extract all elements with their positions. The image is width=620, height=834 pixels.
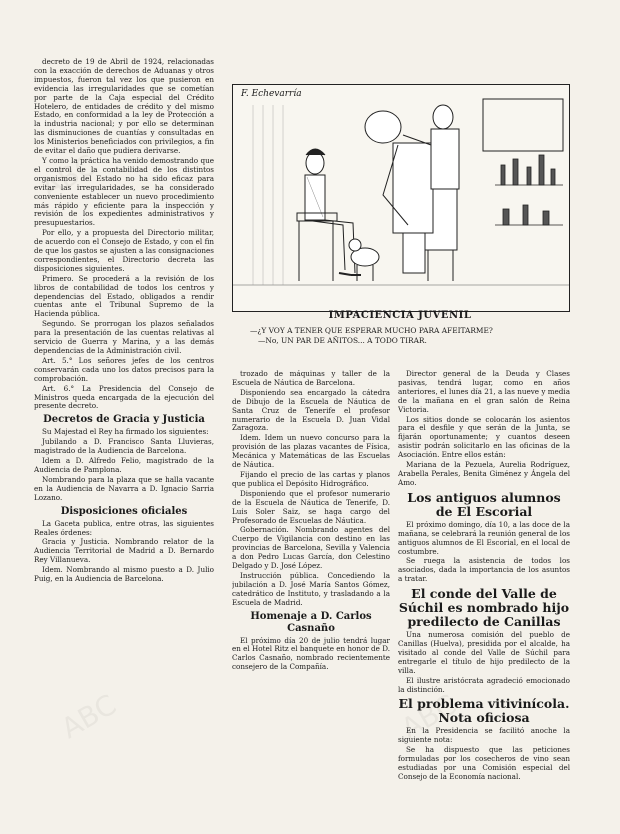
paragraph: Una numerosa comisión del pueblo de Canillas (Huelva), presidida por el alcalde, ha visitado al conde del Valle de Súchil para entregarle el título de hijo predilecto de la villa.: [398, 630, 570, 675]
paragraph: Se ha dispuesto que las peticiones formuladas por los cosecheros de vino sean estudiadas por una Comisión especial del Consejo de la Economía nacional.: [398, 745, 570, 781]
paragraph: Idem a D. Alfredo Felio, magistrado de la Audiencia de Pamplona.: [34, 456, 214, 474]
paragraph: Por ello, y a propuesta del Directorio militar, de acuerdo con el Consejo de Estado, y con el fin de que los gastos se ajusten a las consignaciones correspondientes, el Directorio decreta las disposiciones siguientes.: [34, 228, 214, 273]
paragraph: Art. 6.° La Presidencia del Consejo de Ministros queda encargada de la ejecución del presente decreto.: [34, 383, 214, 411]
right-column: [398, 370, 570, 830]
cartoon-title: IMPACIENCIA JUVENIL: [328, 310, 472, 321]
paragraph: Fijando el precio de las cartas y planos que publica el Depósito Hidrográfico.: [232, 469, 390, 488]
section-heading: Disposiciones oficiales: [60, 505, 188, 517]
paragraph: trozado de máquinas y taller de la Escuela de Náutica de Barcelona.: [232, 370, 390, 387]
paragraph: Art. 5.° Los señores jefes de los centros conservarán cada uno los datos precisos para la comprobación.: [34, 355, 214, 383]
section-heading: El problema vitivinícola. Nota oficiosa: [398, 696, 570, 726]
paragraph: Director general de la Deuda y Clases pasivas, tendrá lugar, como en años anteriores, el lunes día 21, a las nueve y media de la mañana en el gran salón de Reina Victoria.: [398, 370, 570, 414]
cartoon-caption: [250, 326, 560, 346]
paragraph: La Gaceta publica, entre otras, las siguientes Reales órdenes:: [34, 518, 214, 537]
paragraph: Segundo. Se prorrogan los plazos señalados para la presentación de las cuentas relativas al servicio de Guerra y Marina, y a las demás dependencias de la Administración civil.: [34, 319, 214, 355]
paragraph: El próximo día 20 de julio tendrá lugar en el Hotel Ritz el banquete en honor de D. Carlos Casnaño, nombrado recientemente consejero de la Compañía.: [232, 635, 390, 672]
paragraph: Disponiendo que el profesor numerario de la Escuela de Náutica de Tenerife, D. Luis Soler Saiz, se haga cargo del Profesorado de Escuelas de Náutica.: [232, 488, 390, 525]
section-heading: Decretos de Gracia y Justicia: [43, 414, 205, 426]
paragraph: Los sitios donde se colocarán los asientos para el desfile y que serán de la Junta, se fijarán oportunamente; y cuantos deseen asistir podrán solicitarlo en las oficinas de la Asociación. Entre ellos están:: [398, 414, 570, 460]
middle-column: [232, 370, 390, 830]
section-heading: El conde del Valle de Súchil es nombrado hijo predilecto de Canillas: [398, 586, 570, 630]
paragraph: Jubilando a D. Francisco Santa Lluvieras, magistrado de la Audiencia de Barcelona.: [34, 437, 214, 456]
section-heading: Homenaje a D. Carlos Casnaño: [250, 610, 372, 634]
section-heading: Los antiguos alumnos de El Escorial: [407, 489, 561, 519]
caption-line: —¿Y VOY A TENER QUE ESPERAR MUCHO PARA AFEITARME?: [250, 326, 493, 335]
paragraph: Mariana de la Pezuela, Aurelia Rodríguez, Arabella Perales, Benita Giménez y Ángela del Amo.: [398, 460, 570, 487]
paragraph: Primero. Se procederá a la revisión de los libros de contabilidad de todos los centros y dependencias del Estado, obligados a rendir cuentas ante el Tribunal Supremo de la Hacienda pública.: [34, 273, 214, 319]
left-column: [34, 58, 214, 830]
paragraph: Idem. Idem un nuevo concurso para la provisión de las plazas vacantes de Física, Mecánica y Matemáticas de las Escuelas de Náutica.: [232, 433, 390, 470]
cartoon-illustration: [232, 84, 570, 312]
paragraph: Y como la práctica ha venido demostrando que el control de la contabilidad de los distintos organismos del Estado no ha sido eficaz para evitar las irregularidades, se ha considerado conveniente establecer un nuevo procedimiento más rápido y eficiente para la inspección y revisión de los expedientes administrativos y presupuestarios.: [34, 155, 214, 228]
paragraph: En la Presidencia se facilitó anoche la siguiente nota:: [398, 726, 570, 745]
paragraph: Disponiendo sea encargado la cátedra de Dibujo de la Escuela de Náutica de Santa Cruz de Tenerife el profesor numerario de la Escuela D. Juan Vidal Zaragoza.: [232, 387, 390, 433]
paragraph: Nombrando para la plaza que se halla vacante en la Audiencia de Navarra a D. Ignacio Sarria Lozano.: [34, 474, 214, 502]
shelf-bottles: [495, 155, 563, 225]
paragraph: Idem. Nombrando al mismo puesto a D. Julio Puig, en la Audiencia de Barcelona.: [34, 565, 214, 584]
paragraph: Gobernación. Nombrando agentes del Cuerpo de Vigilancia con destino en las provincias de Barcelona, Sevilla y Valencia a don Pedro Lucas García, don Celestino Delgado y D. José López.: [232, 525, 390, 571]
paragraph: Se ruega la asistencia de todos los asociados, dada la importancia de los asuntos a tratar.: [398, 556, 570, 584]
paragraph: decreto de 19 de Abril de 1924, relacionadas con la exacción de derechos de Aduanas y otros impuestos, fueron tal vez los que pusieron en evidencia las irregularidades que se cometían por parte de la Caja especial del Crédito Hotelero, de entidades de crédito y del mismo Estado, en conformidad a la ley de Protección a la industria nacional; y por ello se determinan las disminuciones de cuantías y consultadas en los Ministerios beneficiados con privilegios, a fin de evitar el daño que pudiera derivarse.: [34, 58, 214, 156]
paragraph: Gracia y Justicia. Nombrando relator de la Audiencia Territorial de Madrid a D. Bernardo Rey Villanueva.: [34, 537, 214, 565]
artist-signature: F. Echevarría: [241, 89, 302, 99]
wall-hatching: [253, 105, 283, 285]
paragraph: Instrucción pública. Concediendo la jubilación a D. José María Santos Gómez, catedrático de Instituto, y trasladando a la Escuela de Madrid.: [232, 570, 390, 607]
paragraph: El ilustre aristócrata agradeció emocionado la distinción.: [398, 675, 570, 694]
mirror: [483, 99, 563, 151]
cartoon-drawing: [233, 85, 569, 311]
man-figure: [365, 111, 433, 273]
paragraph: El próximo domingo, día 10, a las doce de la mañana, se celebrará la reunión general de los antiguos alumnos de El Escorial, en el local de costumbre.: [398, 519, 570, 556]
caption-line: —No, UN PAR DE AÑITOS... A TODO TIRAR.: [258, 336, 427, 345]
paragraph: Su Majestad el Rey ha firmado los siguientes:: [42, 427, 209, 437]
